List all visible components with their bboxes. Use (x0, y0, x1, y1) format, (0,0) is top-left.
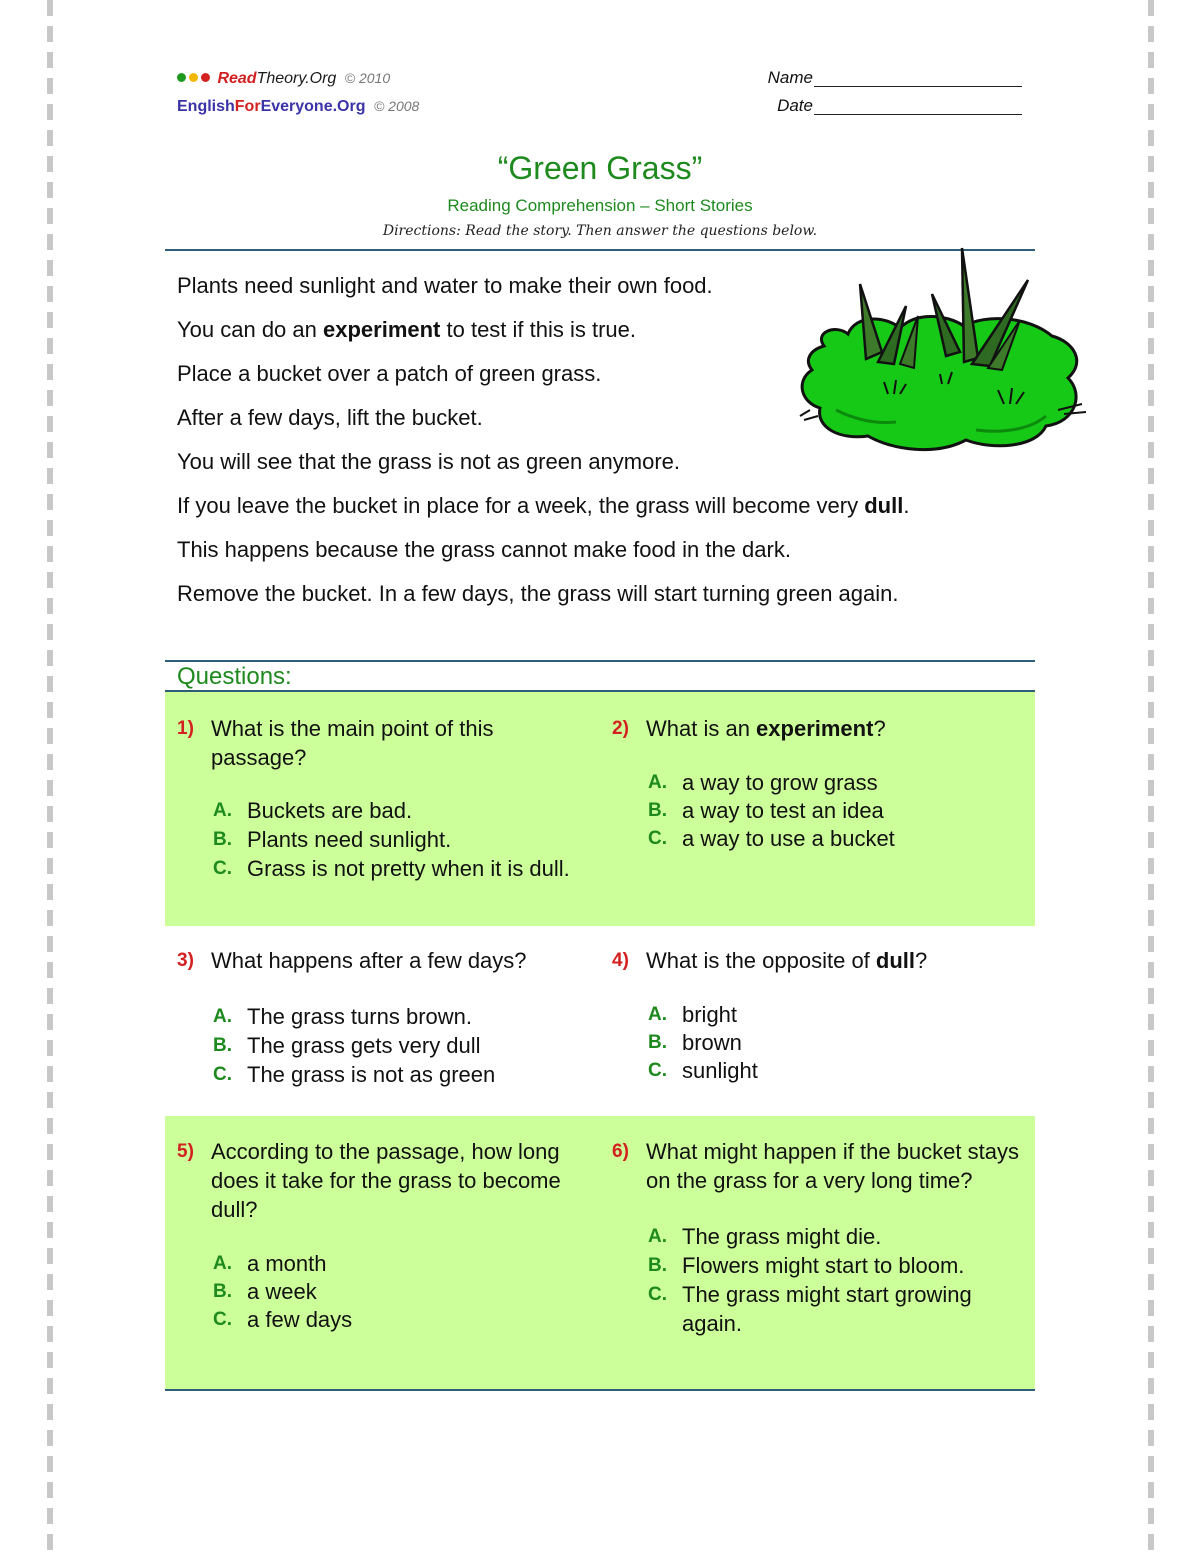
answer-option-c[interactable]: C. The grass is not as green (213, 1062, 496, 1087)
story-line: Plants need sunlight and water to make their own food. (177, 273, 713, 298)
question-6 (612, 1137, 1022, 1338)
date-line[interactable] (814, 114, 1022, 115)
directions: Directions: Read the story. Then answer the questions below. (382, 223, 818, 239)
answer-options (612, 1001, 1022, 1085)
question-text: According to the passage, how long does it take for the grass to become dull? (211, 1139, 561, 1222)
questions-heading: Questions: (177, 663, 292, 690)
readtheory-logo-read: Read (217, 70, 257, 87)
story-line: This happens because the grass cannot make food in the dark. (177, 537, 791, 562)
question-number: 3) (177, 950, 194, 971)
answer-option-a[interactable]: A. Buckets are bad. (213, 798, 413, 823)
student-info (740, 66, 813, 122)
answer-option-a[interactable]: A. bright (648, 1002, 738, 1027)
question-text: What is the opposite of dull? (646, 948, 928, 973)
yellow-dot-icon (189, 73, 198, 82)
story-line: You will see that the grass is not as green anymore. (177, 449, 681, 474)
answer-option-c[interactable]: C. Grass is not pretty when it is dull. (213, 856, 570, 881)
question-5 (177, 1137, 577, 1334)
question-number: 4) (612, 950, 629, 971)
readtheory-copyright: © 2010 (344, 70, 391, 86)
story-line: If you leave the bucket in place for a week, the grass will become very dull. (177, 493, 910, 518)
name-field[interactable] (740, 66, 813, 94)
question-2 (612, 714, 1022, 853)
question-number: 5) (177, 1141, 194, 1162)
questions-top-divider (165, 660, 1035, 662)
keyword-experiment: experiment (323, 317, 441, 342)
answer-option-a[interactable]: A. a way to grow grass (648, 770, 878, 795)
readtheory-credit (177, 66, 419, 94)
answer-option-c[interactable]: C. a few days (213, 1307, 353, 1332)
answer-option-c[interactable]: C. sunlight (648, 1058, 758, 1083)
efe-logo-for: For (234, 98, 261, 115)
answer-option-b[interactable]: B. Plants need sunlight. (213, 827, 452, 852)
efe-copyright: © 2008 (373, 98, 420, 114)
answer-option-b[interactable]: B. The grass gets very dull (213, 1033, 481, 1058)
answer-option-c[interactable]: C. a way to use a bucket (648, 826, 895, 851)
green-dot-icon (177, 73, 186, 82)
efe-logo-everyone: Everyone.Org (260, 98, 366, 115)
site-credits (177, 66, 419, 122)
answer-options (612, 769, 1022, 853)
answer-option-a[interactable]: A. a month (213, 1251, 327, 1276)
bottom-divider (165, 1389, 1035, 1391)
page-subtitle: Reading Comprehension – Short Stories (447, 196, 753, 215)
answer-options (177, 796, 572, 883)
answer-option-b[interactable]: B. Flowers might start to bloom. (648, 1253, 965, 1278)
story-line: After a few days, lift the bucket. (177, 405, 483, 430)
date-field[interactable] (740, 94, 813, 122)
answer-option-a[interactable]: A. The grass turns brown. (213, 1004, 472, 1029)
red-dot-icon (201, 73, 210, 82)
page-title: “Green Grass” (497, 150, 703, 186)
story-line: Remove the bucket. In a few days, the grass will start turning green again. (177, 581, 899, 606)
answer-options (177, 1002, 597, 1089)
question-number: 6) (612, 1141, 629, 1162)
grass-patch-illustration (796, 244, 1092, 462)
efe-credit (177, 94, 419, 122)
question-number: 2) (612, 718, 629, 739)
question-text: What is the main point of this passage? (211, 716, 494, 770)
answer-options (177, 1250, 577, 1334)
keyword-dull: dull (864, 493, 904, 518)
name-line[interactable] (814, 86, 1022, 87)
question-1 (177, 714, 572, 883)
name-label: Name (767, 68, 813, 87)
question-4 (612, 946, 1022, 1085)
answer-option-a[interactable]: A. The grass might die. (648, 1224, 882, 1249)
question-number: 1) (177, 718, 194, 739)
readtheory-logo-theory: Theory.Org (256, 70, 337, 87)
story-line: Place a bucket over a patch of green grass. (177, 361, 602, 386)
question-3 (177, 946, 597, 1089)
story-line: You can do an experiment to test if this is true. (177, 317, 637, 342)
question-text: What happens after a few days? (211, 948, 527, 973)
answer-option-b[interactable]: B. a week (213, 1279, 317, 1304)
answer-option-b[interactable]: B. brown (648, 1030, 742, 1055)
answer-option-b[interactable]: B. a way to test an idea (648, 798, 884, 823)
answer-option-c[interactable]: C. The grass might start growing again. (648, 1282, 972, 1336)
efe-logo-english: English (177, 98, 235, 115)
question-text: What might happen if the bucket stays on the grass for a very long time? (646, 1139, 1019, 1193)
date-label: Date (777, 96, 813, 115)
question-text: What is an experiment? (646, 716, 886, 741)
answer-options (612, 1222, 1022, 1338)
